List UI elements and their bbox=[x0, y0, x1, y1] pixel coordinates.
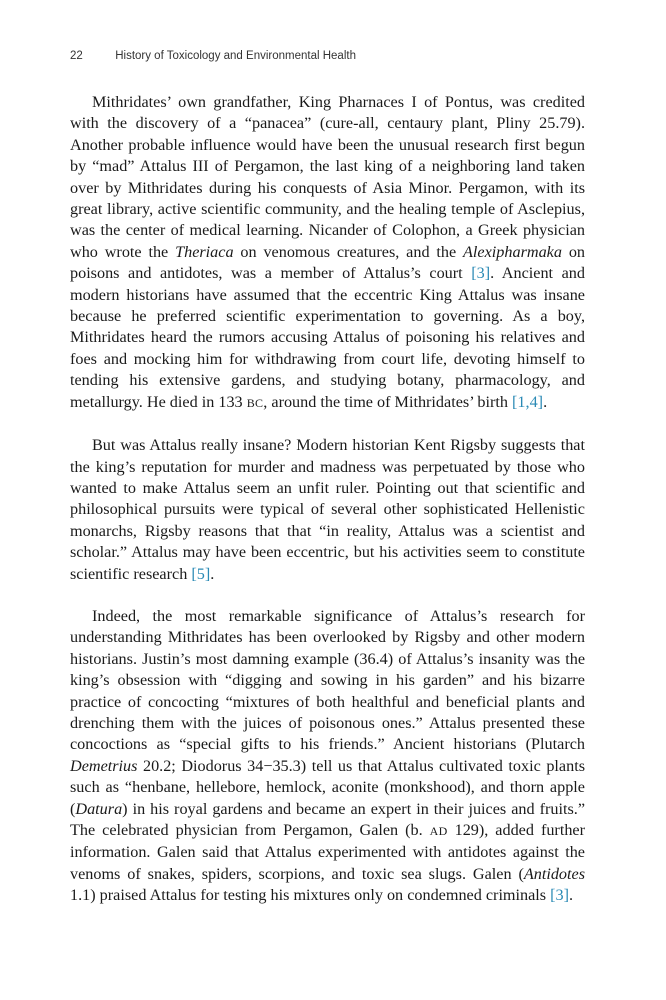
italic-title: Alexipharmaka bbox=[463, 242, 562, 261]
citation-link[interactable]: [5] bbox=[191, 564, 211, 583]
italic-title: Datura bbox=[75, 799, 123, 818]
citation-link[interactable]: [1,4] bbox=[512, 392, 544, 411]
citation-link[interactable]: [3] bbox=[550, 886, 570, 905]
text-run: Mithridates’ own grandfather, King Pharnaces I of Pontus, was credited with the discovery of a “panacea” (cure-all, centaury plant, Pliny 25.79). Another probable influence would have been the unusual research first begun by “mad” Attalus III of Pergamon, the last king of a neighboring land taken over by Mithridates during his conquests of Asia Minor. Pergamon, with its great library, active scientific community, and the healing temple of Asclepius, was the center of medical learning. Nicander of Colophon, a Greek physician who wrote the bbox=[70, 93, 585, 261]
text-run: . bbox=[543, 392, 548, 411]
body-text bbox=[70, 92, 585, 928]
text-run: , around the time of Mithridates’ birth bbox=[263, 392, 513, 411]
text-run: But was Attalus really insane? Modern historian Kent Rigsby suggests that the king’s reputation for murder and madness was perpetuated by those who wanted to make Attalus seem an unfit ruler. Pointing out that scientific and philosophical pursuits were typical of several other sophisticated Hellenistic monarchs, Rigsby reasons that that “in reality, Attalus was a scientist and scholar.” Attalus may have been eccentric, but his activities seem to constitute scientific research bbox=[70, 436, 585, 583]
running-title: History of Toxicology and Environmental Health bbox=[115, 50, 356, 62]
paragraph-1 bbox=[70, 92, 585, 414]
text-run: ) in his royal gardens and became an expert in their juices and fruits.” The celebrated physician from Pergamon, Galen (b. bbox=[70, 799, 585, 839]
text-run: . bbox=[569, 886, 574, 905]
text-run: Indeed, the most remarkable significance of Attalus’s research for understanding Mithridates has been overlooked by Rigsby and other modern historians. Justin’s most damning example (36.4) of Attalus’s insanity was the king’s obsession with “digging and sowing in his garden” and his bizarre practice of concocting “mixtures of both healthful and beneficial plants and drenching them with the juices of poisonous ones.” Attalus presented these concoctions as “special gifts to his friends.” Ancient historians (Plutarch bbox=[70, 606, 585, 754]
text-run: . Ancient and modern historians have assumed that the eccentric King Attalus was insane because he preferred scientific experimentation to governing. As a boy, Mithridates heard the rumors accusing Attalus of poisoning his relatives and foes and mocking him for withdrawing from court life, devoting himself to tending his extensive gardens, and studying botany, pharmacology, and metallurgy. He died in 133 bbox=[70, 264, 585, 411]
text-run: 20.2; Diodorus 34−35.3) tell us that Attalus cultivated toxic plants such as “henbane, hellebore, hemlock, aconite (monkshood), and thorn apple ( bbox=[70, 756, 585, 818]
running-header bbox=[70, 50, 356, 62]
text-run: on poisons and antidotes, was a member of Attalus’s court bbox=[70, 242, 585, 283]
era-abbreviation: BC bbox=[246, 395, 264, 410]
paragraph-3 bbox=[70, 606, 585, 907]
text-run: 1.1) praised Attalus for testing his mixtures only on condemned criminals bbox=[70, 886, 551, 905]
italic-title: Antidotes bbox=[523, 864, 585, 883]
citation-link[interactable]: [3] bbox=[471, 264, 491, 283]
text-run: 129), added further information. Galen said that Attalus experimented with antidotes against the venoms of snakes, spiders, scorpions, and toxic sea slugs. Galen ( bbox=[70, 821, 585, 883]
text-run: on venomous creatures, and the bbox=[233, 242, 464, 261]
text-run: . bbox=[210, 564, 215, 583]
era-abbreviation: AD bbox=[429, 824, 448, 838]
page-number: 22 bbox=[70, 50, 83, 62]
paragraph-2 bbox=[70, 435, 585, 585]
italic-title: Demetrius bbox=[70, 756, 138, 775]
italic-title: Theriaca bbox=[175, 242, 234, 261]
